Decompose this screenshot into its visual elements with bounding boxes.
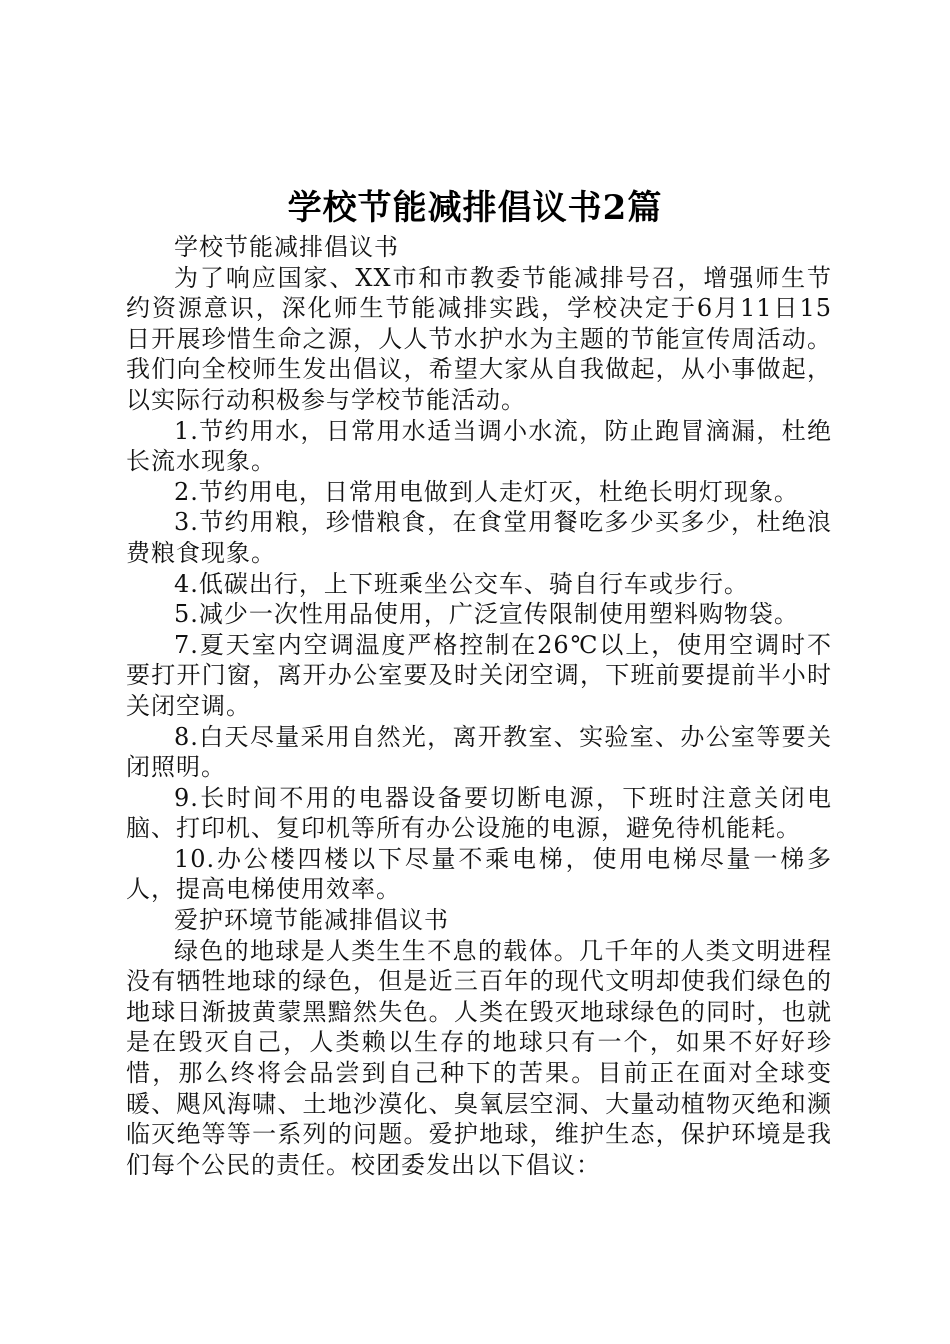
list-item: 1.节约用水，日常用水适当调小水流，防止跑冒滴漏，杜绝长流水现象。 (126, 416, 832, 476)
list-item: 8.白天尽量采用自然光，离开教室、实验室、办公室等要关闭照明。 (126, 722, 832, 782)
section-heading: 学校节能减排倡议书 (174, 233, 399, 261)
paragraph: 绿色的地球是人类生生不息的载体。几千年的人类文明进程没有牺牲地球的绿色，但是近三百年的现代文明却使我们绿色的地球日渐披黄蒙黑黯然失色。人类在毁灭地球绿色的同时，也就是在毁灭自己，人类赖以生存的地球只有一个，如果不好好珍惜，那么终将会品尝到自己种下的苦果。目前正在面对全球变暖、飓风海啸、土地沙漠化、臭氧层空洞、大量动植物灭绝和濒临灭绝等等一系列的问题。爱护地球，维护生态，保护环境是我们每个公民的责任。校团委发出以下倡议： (126, 936, 832, 1179)
list-item: 2.节约用电，日常用电做到人走灯灭，杜绝长明灯现象。 (174, 477, 799, 506)
list-item: 3.节约用粮，珍惜粮食，在食堂用餐吃多少买多少，杜绝浪费粮食现象。 (126, 508, 832, 567)
document-title: 学校节能减排倡议书2篇 (287, 188, 663, 228)
paragraph: 为了响应国家、XX市和市教委节能减排号召，增强师生节约资源意识，深化师生节能减排实践，学校决定于6月11日15日开展珍惜生命之源，人人节水护水为主题的节能宣传周活动。我们向全校师生发出倡议，希望大家从自我做起，从小事做起，以实际行动积极参与学校节能活动。 (126, 263, 832, 414)
section-heading: 爱护环境节能减排倡议书 (174, 906, 449, 935)
document-body (126, 232, 832, 1180)
list-item: 7.夏天室内空调温度严格控制在26℃以上，使用空调时不要打开门窗，离开办公室要及时关闭空调，下班前要提前半小时关闭空调。 (126, 630, 832, 720)
list-item: 4.低碳出行，上下班乘坐公交车、骑自行车或步行。 (174, 569, 749, 598)
list-item: 10.办公楼四楼以下尽量不乘电梯，使用电梯尽量一梯多人，提高电梯使用效率。 (126, 844, 832, 904)
list-item: 9.长时间不用的电器设备要切断电源，下班时注意关闭电脑、打印机、复印机等所有办公设施的电源，避免待机能耗。 (126, 783, 832, 843)
list-item: 5.减少一次性用品使用，广泛宣传限制使用塑料购物袋。 (174, 600, 799, 629)
